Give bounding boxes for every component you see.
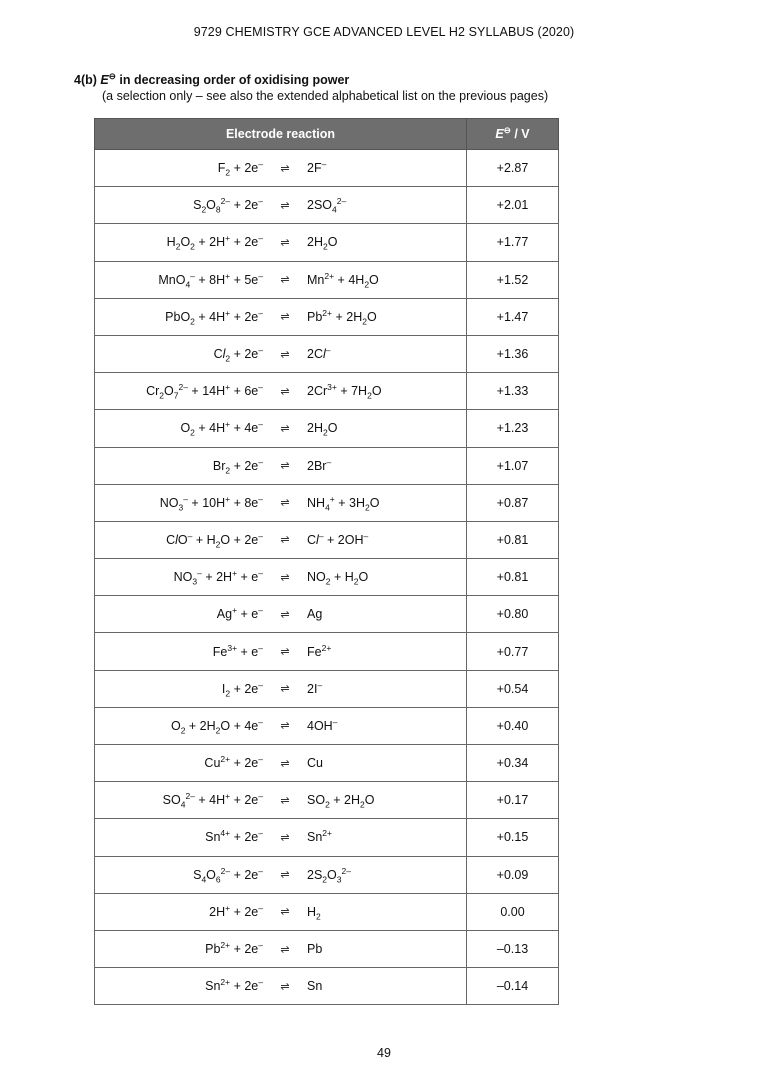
potential-cell: +1.36 — [467, 335, 559, 372]
reaction-rhs: $Pb^{2+} + 2H_2O$ — [307, 307, 377, 327]
reaction-cell — [95, 447, 467, 484]
reaction-rhs: 4OH– — [307, 716, 338, 733]
equilibrium-icon: ⇌ — [280, 162, 290, 175]
reaction-lhs: $S_4O_6^{2-} + 2e^-$ — [193, 865, 263, 885]
table-row — [95, 150, 559, 187]
equilibrium-icon: ⇌ — [280, 348, 290, 361]
reaction-lhs: $Pb^{2+} + 2e^-$ — [205, 939, 263, 957]
table-row — [95, 335, 559, 372]
equilibrium-icon: ⇌ — [280, 683, 290, 696]
reaction-cell — [95, 521, 467, 558]
standard-state-symbol: ⊖ — [108, 70, 116, 81]
reaction-cell — [95, 559, 467, 596]
table-row — [95, 224, 559, 261]
electrode-potential-table — [94, 118, 559, 1005]
reaction-cell — [95, 930, 467, 967]
electrode-potential-table-container — [94, 118, 558, 1005]
reaction-cell — [95, 298, 467, 335]
table-row — [95, 261, 559, 298]
page-number: 49 — [377, 1046, 391, 1060]
reaction-lhs: $Fe^{3+} + e^-$ — [212, 642, 263, 659]
reaction-lhs: $Cl_2 + 2e^-$ — [213, 344, 263, 364]
reaction-lhs: 2H+ + 2e– — [209, 902, 263, 919]
potential-cell: +0.80 — [467, 596, 559, 633]
table-row — [95, 968, 559, 1005]
reaction-cell — [95, 670, 467, 707]
equilibrium-icon: ⇌ — [280, 869, 290, 882]
potential-cell: +1.52 — [467, 261, 559, 298]
reaction-cell — [95, 335, 467, 372]
reaction-cell — [95, 745, 467, 782]
potential-cell: +0.34 — [467, 745, 559, 782]
reaction-rhs: Cu — [307, 756, 323, 771]
equilibrium-icon: ⇌ — [280, 980, 290, 993]
table-row — [95, 930, 559, 967]
reaction-cell — [95, 707, 467, 744]
potential-cell: 0.00 — [467, 893, 559, 930]
reaction-rhs: Cl– + 2OH– — [307, 530, 369, 547]
equilibrium-icon: ⇌ — [280, 311, 290, 324]
reaction-cell — [95, 782, 467, 819]
section-heading-text: in decreasing order of oxidising power — [119, 73, 350, 87]
reaction-cell — [95, 893, 467, 930]
reaction-lhs: $O_2 + 4H^+ + 4e^-$ — [180, 419, 263, 438]
equilibrium-icon: ⇌ — [280, 534, 290, 547]
reaction-lhs: $ClO^- + H_2O + 2e^-$ — [166, 530, 263, 550]
reaction-lhs: $SO_4^{2-} + 4H^+ + 2e^-$ — [162, 791, 263, 810]
table-row — [95, 596, 559, 633]
reaction-cell — [95, 410, 467, 447]
section-subheading: (a selection only – see also the extended alphabetical list on the previous pages) — [102, 89, 549, 103]
reaction-rhs: $NH_4^+ + 3H_2O$ — [307, 493, 380, 513]
reaction-rhs: 2Cl– — [307, 344, 331, 362]
column-header-reaction: Electrode reaction — [95, 119, 467, 150]
reaction-rhs: 2Br– — [307, 456, 332, 473]
table-row — [95, 298, 559, 335]
reaction-rhs: $Fe^{2+}$ — [307, 642, 332, 659]
reaction-rhs: Pb — [307, 942, 323, 957]
potential-cell: +0.81 — [467, 559, 559, 596]
reaction-rhs: 2F– — [307, 158, 327, 176]
potential-cell: +2.01 — [467, 187, 559, 224]
reaction-lhs: Ag+ + e– — [216, 605, 263, 622]
potential-cell: +0.17 — [467, 782, 559, 819]
equilibrium-icon: ⇌ — [280, 608, 290, 621]
table-row — [95, 633, 559, 670]
potential-cell: +1.77 — [467, 224, 559, 261]
reaction-cell — [95, 968, 467, 1005]
table-row — [95, 410, 559, 447]
potential-cell: +1.23 — [467, 410, 559, 447]
table-row — [95, 856, 559, 893]
table-header-row — [95, 119, 559, 150]
reaction-cell — [95, 373, 467, 410]
equilibrium-icon: ⇌ — [280, 385, 290, 398]
reaction-rhs: $2S_2O_3^{2-}$ — [307, 865, 351, 885]
reaction-lhs: $Br_2 + 2e^-$ — [212, 456, 263, 476]
table-row — [95, 521, 559, 558]
reaction-lhs: $H_2O_2 + 2H^+ + 2e^-$ — [166, 233, 263, 252]
potential-cell: +0.40 — [467, 707, 559, 744]
potential-cell: +1.47 — [467, 298, 559, 335]
potential-cell: +2.87 — [467, 150, 559, 187]
reaction-rhs: Ag — [307, 607, 323, 622]
table-row — [95, 559, 559, 596]
reaction-rhs: $SO_2 + 2H_2O$ — [307, 793, 375, 810]
table-row — [95, 819, 559, 856]
reaction-lhs: $I_2 + 2e^-$ — [221, 679, 263, 699]
equilibrium-icon: ⇌ — [280, 199, 290, 212]
potential-cell: +0.15 — [467, 819, 559, 856]
table-row — [95, 187, 559, 224]
reaction-rhs: $2Cr^{3+} + 7H_2O$ — [307, 382, 382, 401]
equilibrium-icon: ⇌ — [280, 571, 290, 584]
section-number: 4(b) — [74, 73, 97, 87]
potential-cell: +0.09 — [467, 856, 559, 893]
reaction-lhs: PbO$_2$ + 4H+ + 2e– — [165, 307, 263, 327]
reaction-rhs: $Sn^{2+}$ — [307, 828, 332, 845]
reaction-rhs: $2SO_4^{2-}$ — [307, 196, 347, 215]
reaction-lhs: $NO_3^- + 10H^+ + 8e^-$ — [159, 493, 263, 513]
table-row — [95, 484, 559, 521]
reaction-lhs: $Cu^{2+} + 2e^-$ — [204, 753, 263, 771]
potential-cell: +0.54 — [467, 670, 559, 707]
equilibrium-icon: ⇌ — [280, 720, 290, 733]
equilibrium-icon: ⇌ — [280, 646, 290, 659]
table-row — [95, 447, 559, 484]
equilibrium-icon: ⇌ — [280, 236, 290, 249]
reaction-lhs: $NO_3^- + 2H^+ + e^-$ — [173, 568, 263, 587]
reaction-rhs: 2I– — [307, 679, 323, 696]
potential-cell: –0.13 — [467, 930, 559, 967]
reaction-lhs: $O_2 + 2H_2O + 4e^-$ — [170, 716, 263, 736]
reaction-rhs: $Mn^{2+} + 4H_2O$ — [307, 270, 379, 290]
table-row — [95, 782, 559, 819]
potential-cell: +1.33 — [467, 373, 559, 410]
reaction-cell — [95, 484, 467, 521]
reaction-cell — [95, 596, 467, 633]
reaction-lhs: $S_2O_8^{2-} + 2e^-$ — [193, 196, 263, 215]
reaction-lhs: $Cr_2O_7^{2-} + 14H^+ + 6e^-$ — [146, 382, 263, 401]
reaction-cell — [95, 261, 467, 298]
equilibrium-icon: ⇌ — [280, 497, 290, 510]
equilibrium-icon: ⇌ — [280, 831, 290, 844]
equilibrium-icon: ⇌ — [280, 906, 290, 919]
equilibrium-icon: ⇌ — [280, 274, 290, 287]
reaction-cell — [95, 150, 467, 187]
equilibrium-icon: ⇌ — [280, 943, 290, 956]
table-row — [95, 707, 559, 744]
reaction-rhs: $H_2$ — [307, 904, 321, 922]
table-row — [95, 670, 559, 707]
potential-cell: +1.07 — [467, 447, 559, 484]
equilibrium-icon: ⇌ — [280, 757, 290, 770]
table-row — [95, 893, 559, 930]
standard-potential-symbol: E — [100, 73, 109, 87]
equilibrium-icon: ⇌ — [280, 460, 290, 473]
section-heading — [74, 70, 350, 87]
reaction-rhs: $NO_2 + H_2O$ — [307, 570, 369, 587]
table-row — [95, 745, 559, 782]
potential-cell: +0.81 — [467, 521, 559, 558]
reaction-rhs: $2H_2O$ — [307, 421, 338, 438]
reaction-rhs: $2H_2O$ — [307, 235, 338, 252]
page-header: 9729 CHEMISTRY GCE ADVANCED LEVEL H2 SYLLABUS (2020) — [193, 25, 575, 39]
reaction-lhs: $Sn^{4+} + 2e^-$ — [205, 828, 263, 845]
potential-cell: –0.14 — [467, 968, 559, 1005]
reaction-lhs: $Sn^{2+} + 2e^-$ — [205, 977, 263, 994]
table-row — [95, 373, 559, 410]
reaction-lhs: $F_2 + 2e^-$ — [217, 158, 263, 178]
reaction-lhs: MnO$_4$– + 8H+ + 5e– — [158, 270, 263, 290]
reaction-cell — [95, 856, 467, 893]
equilibrium-icon: ⇌ — [280, 422, 290, 435]
equilibrium-icon: ⇌ — [280, 794, 290, 807]
column-header-potential: E⊖ / V — [467, 119, 559, 150]
reaction-cell — [95, 187, 467, 224]
reaction-cell — [95, 819, 467, 856]
potential-cell: +0.77 — [467, 633, 559, 670]
reaction-cell — [95, 224, 467, 261]
potential-cell: +0.87 — [467, 484, 559, 521]
reaction-cell — [95, 633, 467, 670]
reaction-rhs: Sn — [307, 979, 323, 994]
